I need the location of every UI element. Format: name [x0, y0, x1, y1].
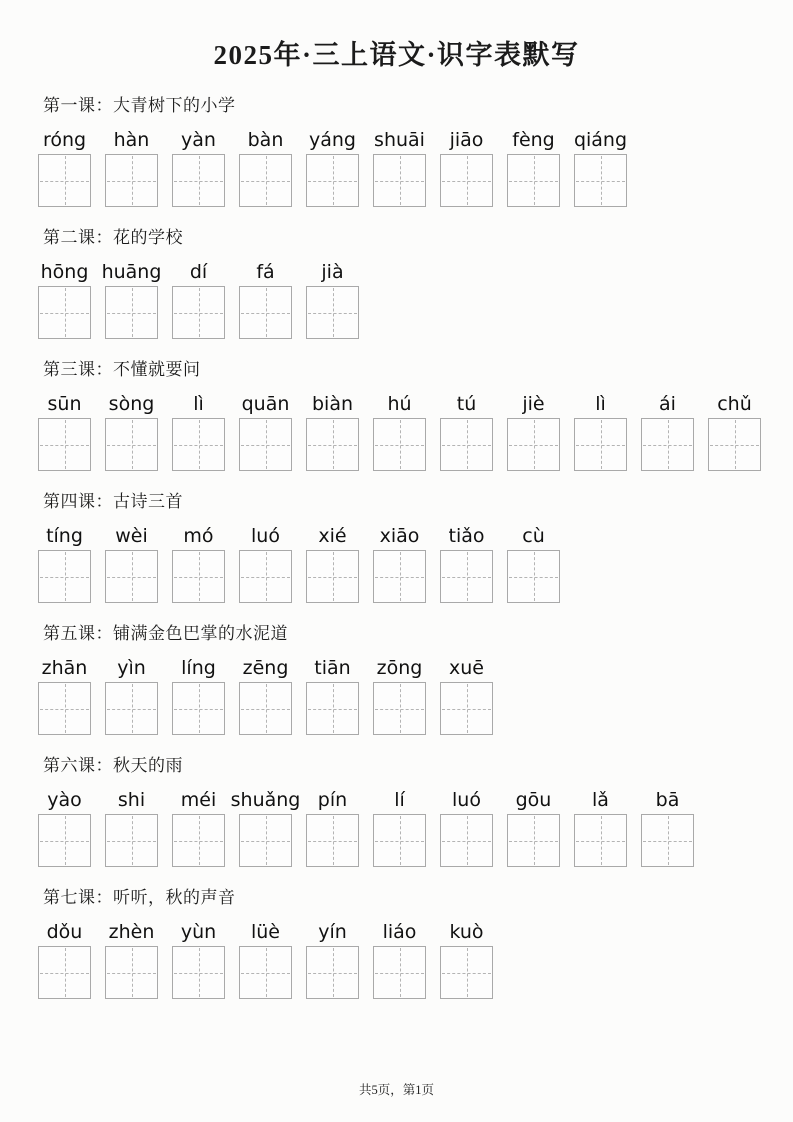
pinyin-syllable: róng — [42, 129, 87, 152]
pinyin-syllable: liáo — [382, 921, 417, 944]
pinyin-syllable: ái — [659, 393, 676, 416]
pinyin-syllable: jiè — [522, 393, 545, 416]
pinyin-syllable: tiǎo — [448, 525, 485, 548]
writing-grid-cell — [172, 946, 225, 999]
writing-grid-cell — [440, 154, 493, 207]
writing-grid-cell — [641, 418, 694, 471]
lesson-section — [38, 756, 793, 867]
writing-grid-cell — [440, 682, 493, 735]
lesson-title: 第五课：铺满金色巴掌的水泥道 — [43, 624, 288, 644]
pinyin-syllable: fèng — [512, 129, 555, 152]
pinyin-syllable: líng — [181, 657, 216, 680]
grid-vertical-dash-line — [333, 420, 334, 469]
writing-grid-cell — [239, 418, 292, 471]
grid-vertical-dash-line — [65, 552, 66, 601]
grid-vertical-dash-line — [132, 684, 133, 733]
grid-row — [38, 550, 793, 603]
pinyin-syllable: xié — [318, 525, 347, 548]
pinyin-syllable: xiāo — [379, 525, 420, 548]
grid-vertical-dash-line — [266, 420, 267, 469]
writing-grid-cell — [373, 550, 426, 603]
writing-grid-cell — [373, 814, 426, 867]
pinyin-syllable: bàn — [247, 129, 284, 152]
grid-vertical-dash-line — [735, 420, 736, 469]
pinyin-syllable: lüè — [250, 921, 280, 944]
grid-vertical-dash-line — [467, 684, 468, 733]
writing-grid-cell — [507, 418, 560, 471]
writing-grid-cell — [306, 682, 359, 735]
writing-grid-cell — [574, 418, 627, 471]
lesson-section — [38, 228, 793, 339]
writing-grid-cell — [172, 682, 225, 735]
grid-row — [38, 418, 793, 471]
grid-vertical-dash-line — [199, 684, 200, 733]
grid-vertical-dash-line — [132, 948, 133, 997]
writing-grid-cell — [105, 418, 158, 471]
pinyin-syllable: yín — [318, 921, 347, 944]
writing-grid-cell — [641, 814, 694, 867]
lesson-title: 第三课：不懂就要问 — [43, 360, 201, 380]
grid-vertical-dash-line — [266, 156, 267, 205]
grid-vertical-dash-line — [400, 684, 401, 733]
pinyin-syllable: bā — [655, 789, 680, 812]
grid-vertical-dash-line — [132, 156, 133, 205]
writing-grid-cell — [172, 418, 225, 471]
pinyin-syllable: fá — [256, 261, 275, 284]
writing-grid-cell — [708, 418, 761, 471]
writing-grid-cell — [38, 550, 91, 603]
pinyin-syllable: jiāo — [449, 129, 484, 152]
grid-row — [38, 682, 793, 735]
grid-vertical-dash-line — [199, 816, 200, 865]
pinyin-syllable: tiān — [314, 657, 351, 680]
pinyin-syllable: dí — [189, 261, 208, 284]
writing-grid-cell — [105, 154, 158, 207]
pinyin-syllable: shuāi — [374, 129, 425, 152]
pinyin-syllable: lì — [193, 393, 204, 416]
writing-grid-cell — [306, 286, 359, 339]
grid-vertical-dash-line — [400, 816, 401, 865]
page-footer: 共5页，第1页 — [358, 1083, 434, 1097]
grid-vertical-dash-line — [65, 288, 66, 337]
pinyin-row — [38, 921, 793, 944]
writing-grid-cell — [239, 154, 292, 207]
grid-vertical-dash-line — [333, 816, 334, 865]
pinyin-syllable: pín — [317, 789, 348, 812]
pinyin-syllable: zhān — [41, 657, 88, 680]
grid-vertical-dash-line — [132, 288, 133, 337]
writing-grid-cell — [373, 682, 426, 735]
pinyin-syllable: zhèn — [108, 921, 155, 944]
writing-grid-cell — [373, 946, 426, 999]
pinyin-row — [38, 789, 793, 812]
writing-grid-cell — [239, 682, 292, 735]
writing-grid-cell — [373, 418, 426, 471]
grid-vertical-dash-line — [668, 816, 669, 865]
pinyin-syllable: mó — [183, 525, 214, 548]
pinyin-row — [38, 657, 793, 680]
grid-vertical-dash-line — [333, 288, 334, 337]
grid-vertical-dash-line — [132, 552, 133, 601]
pinyin-syllable: hú — [387, 393, 412, 416]
writing-grid-cell — [105, 550, 158, 603]
lesson-section — [38, 888, 793, 999]
pinyin-syllable: lí — [394, 789, 405, 812]
writing-grid-cell — [239, 286, 292, 339]
writing-grid-cell — [105, 814, 158, 867]
pinyin-syllable: zēng — [242, 657, 289, 680]
lessons — [0, 71, 793, 999]
writing-grid-cell — [306, 550, 359, 603]
lesson-title: 第四课：古诗三首 — [43, 492, 183, 512]
pinyin-syllable: lì — [595, 393, 606, 416]
pinyin-syllable: yàn — [181, 129, 216, 152]
pinyin-syllable: luó — [251, 525, 280, 548]
grid-row — [38, 154, 793, 207]
pinyin-syllable: jià — [321, 261, 344, 284]
grid-vertical-dash-line — [132, 420, 133, 469]
writing-grid-cell — [440, 946, 493, 999]
writing-grid-cell — [38, 814, 91, 867]
grid-vertical-dash-line — [467, 156, 468, 205]
pinyin-row — [38, 393, 793, 416]
writing-grid-cell — [373, 154, 426, 207]
writing-grid-cell — [105, 286, 158, 339]
grid-vertical-dash-line — [199, 288, 200, 337]
grid-vertical-dash-line — [467, 948, 468, 997]
grid-vertical-dash-line — [199, 948, 200, 997]
writing-grid-cell — [105, 946, 158, 999]
grid-vertical-dash-line — [65, 948, 66, 997]
grid-vertical-dash-line — [400, 552, 401, 601]
grid-vertical-dash-line — [266, 816, 267, 865]
lesson-section — [38, 492, 793, 603]
grid-vertical-dash-line — [333, 948, 334, 997]
grid-vertical-dash-line — [668, 420, 669, 469]
grid-vertical-dash-line — [132, 816, 133, 865]
grid-vertical-dash-line — [400, 420, 401, 469]
grid-vertical-dash-line — [400, 156, 401, 205]
pinyin-syllable: biàn — [311, 393, 354, 416]
grid-vertical-dash-line — [199, 420, 200, 469]
pinyin-syllable: yào — [47, 789, 82, 812]
pinyin-syllable: quān — [241, 393, 290, 416]
pinyin-syllable: xuē — [449, 657, 484, 680]
pinyin-syllable: qiáng — [573, 129, 628, 152]
pinyin-syllable: chǔ — [717, 393, 752, 416]
page-title: 2025年·三上语文·识字表默写 — [213, 40, 580, 70]
grid-vertical-dash-line — [534, 552, 535, 601]
pinyin-syllable: shi — [117, 789, 146, 812]
grid-vertical-dash-line — [467, 552, 468, 601]
grid-vertical-dash-line — [266, 948, 267, 997]
pinyin-syllable: yùn — [180, 921, 217, 944]
writing-grid-cell — [574, 814, 627, 867]
grid-vertical-dash-line — [467, 420, 468, 469]
writing-grid-cell — [239, 814, 292, 867]
grid-vertical-dash-line — [65, 684, 66, 733]
writing-grid-cell — [440, 550, 493, 603]
grid-vertical-dash-line — [266, 552, 267, 601]
writing-grid-cell — [306, 154, 359, 207]
grid-vertical-dash-line — [333, 684, 334, 733]
grid-vertical-dash-line — [601, 156, 602, 205]
grid-vertical-dash-line — [467, 816, 468, 865]
writing-grid-cell — [574, 154, 627, 207]
pinyin-row — [38, 525, 793, 548]
pinyin-row — [38, 129, 793, 152]
grid-vertical-dash-line — [266, 288, 267, 337]
pinyin-syllable: wèi — [115, 525, 148, 548]
writing-grid-cell — [507, 154, 560, 207]
writing-grid-cell — [38, 682, 91, 735]
pinyin-row — [38, 261, 793, 284]
grid-vertical-dash-line — [199, 552, 200, 601]
pinyin-syllable: tú — [456, 393, 477, 416]
grid-vertical-dash-line — [534, 156, 535, 205]
pinyin-syllable: luó — [452, 789, 481, 812]
lesson-title: 第七课：听听，秋的声音 — [43, 888, 236, 908]
grid-vertical-dash-line — [199, 156, 200, 205]
writing-grid-cell — [172, 814, 225, 867]
writing-grid-cell — [105, 682, 158, 735]
grid-vertical-dash-line — [333, 552, 334, 601]
grid-row — [38, 946, 793, 999]
pinyin-syllable: sūn — [47, 393, 82, 416]
pinyin-syllable: dǒu — [46, 921, 83, 944]
pinyin-syllable: hōng — [40, 261, 89, 284]
grid-vertical-dash-line — [65, 156, 66, 205]
writing-grid-cell — [239, 946, 292, 999]
writing-grid-cell — [172, 154, 225, 207]
pinyin-syllable: hàn — [113, 129, 150, 152]
writing-grid-cell — [172, 550, 225, 603]
writing-grid-cell — [306, 814, 359, 867]
grid-vertical-dash-line — [601, 816, 602, 865]
grid-vertical-dash-line — [534, 816, 535, 865]
writing-grid-cell — [38, 286, 91, 339]
pinyin-syllable: kuò — [449, 921, 484, 944]
pinyin-syllable: gōu — [515, 789, 552, 812]
writing-grid-cell — [239, 550, 292, 603]
writing-grid-cell — [440, 418, 493, 471]
grid-vertical-dash-line — [534, 420, 535, 469]
writing-grid-cell — [440, 814, 493, 867]
lesson-section — [38, 96, 793, 207]
writing-grid-cell — [38, 418, 91, 471]
grid-vertical-dash-line — [333, 156, 334, 205]
grid-row — [38, 286, 793, 339]
writing-grid-cell — [306, 946, 359, 999]
lesson-title: 第一课：大青树下的小学 — [43, 96, 236, 116]
pinyin-syllable: yìn — [117, 657, 146, 680]
pinyin-syllable: méi — [180, 789, 217, 812]
lesson-title: 第二课：花的学校 — [43, 228, 183, 248]
pinyin-syllable: zōng — [376, 657, 423, 680]
grid-row — [38, 814, 793, 867]
grid-vertical-dash-line — [65, 816, 66, 865]
pinyin-syllable: tíng — [46, 525, 83, 548]
grid-vertical-dash-line — [65, 420, 66, 469]
writing-grid-cell — [507, 814, 560, 867]
lesson-section — [38, 360, 793, 471]
writing-grid-cell — [38, 946, 91, 999]
grid-vertical-dash-line — [400, 948, 401, 997]
pinyin-syllable: shuǎng — [230, 789, 301, 812]
writing-grid-cell — [172, 286, 225, 339]
pinyin-syllable: sòng — [108, 393, 155, 416]
writing-grid-cell — [38, 154, 91, 207]
grid-vertical-dash-line — [601, 420, 602, 469]
pinyin-syllable: lǎ — [592, 789, 609, 812]
lesson-title: 第六课：秋天的雨 — [43, 756, 183, 776]
pinyin-syllable: yáng — [309, 129, 356, 152]
pinyin-syllable: cù — [522, 525, 545, 548]
writing-grid-cell — [306, 418, 359, 471]
lesson-section — [38, 624, 793, 735]
pinyin-syllable: huāng — [101, 261, 162, 284]
writing-grid-cell — [507, 550, 560, 603]
grid-vertical-dash-line — [266, 684, 267, 733]
